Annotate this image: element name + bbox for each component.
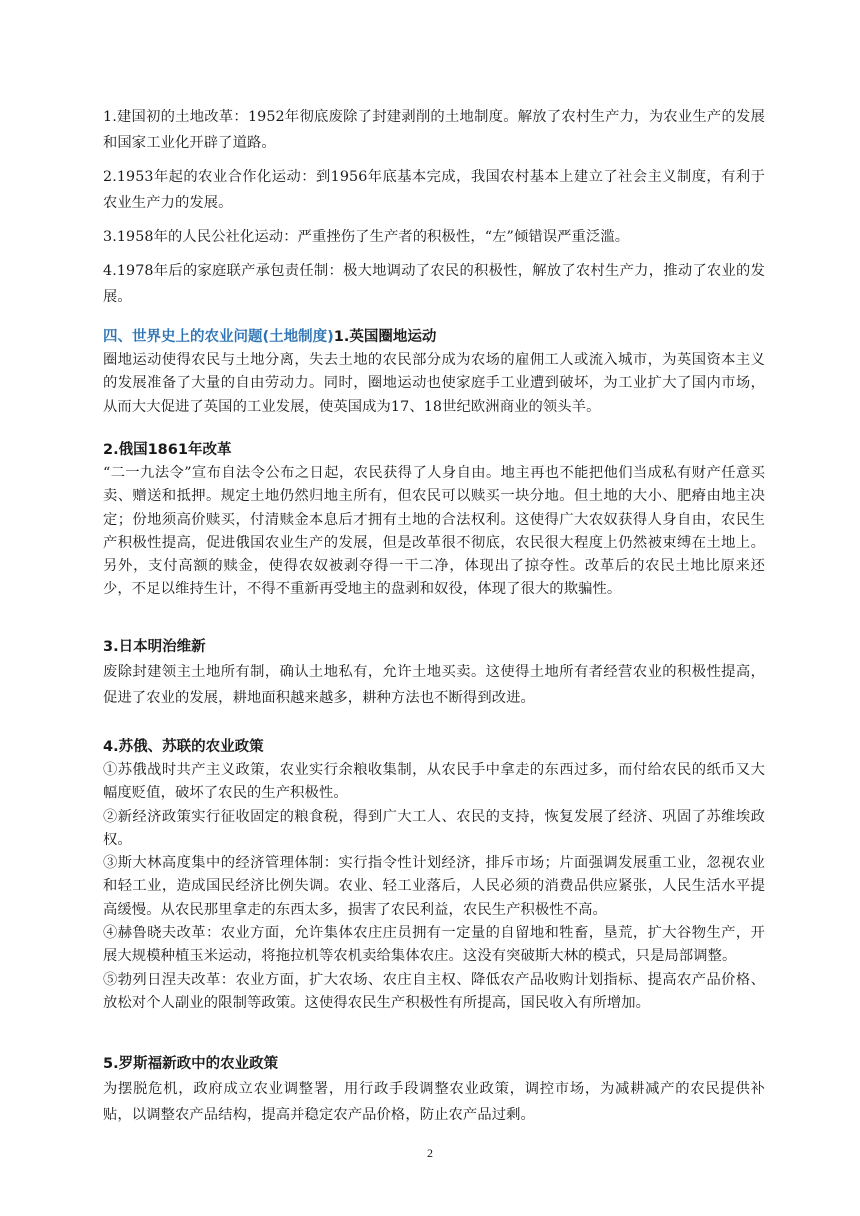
soviet-policy-item-4: ④赫鲁晓夫改革：农业方面，允许集体农庄庄员拥有一定量的自留地和牲畜，垦荒，扩大谷物生产，开展大规模种植玉米运动，将拖拉机等农机卖给集体农庄。这没有突破斯大林的模式，只是局部调整。 bbox=[103, 925, 765, 965]
page-number: 2 bbox=[427, 1146, 433, 1160]
japan-meiji-title: 3.日本明治维新 bbox=[103, 639, 206, 655]
russia-1861-body: “二一九法令”宣布自法令公布之日起，农民获得了人身自由。地主再也不能把他们当成私有财产任意买卖、赠送和抵押。规定土地仍然归地主所有，但农民可以赎买一块分地。但土地的大小、肥瘠由地主决定；份地须高价赎买，付清赎金本息后才拥有土地的合法权利。这使得广大农奴获得人身自由，农民生产积极性提高，促进俄国农业生产的发展，但是改革很不彻底，农民很大程度上仍然被束缚在土地上。另外，支付高额的赎金，使得农奴被剥夺得一干二净，体现出了掠夺性。改革后的农民土地比原来还少，不足以维持生计，不得不重新再受地主的盘剥和奴役，体现了很大的欺骗性。 bbox=[103, 465, 765, 598]
new-deal-body: 为摆脱危机，政府成立农业调整署，用行政手段调整农业政策，调控市场，为减耕减产的农民提供补贴，以调整农产品结构，提高并稳定农产品价格，防止农产品过剩。 bbox=[103, 1081, 765, 1123]
soviet-policy-item-2: ②新经济政策实行征收固定的粮食税，得到广大工人、农民的支持，恢复发展了经济、巩固了苏维埃政权。 bbox=[103, 808, 765, 848]
section-four-england bbox=[103, 325, 765, 419]
russia-1861-title: 2.俄国1861年改革 bbox=[103, 442, 232, 458]
china-item-1: 1.建国初的土地改革：1952年彻底废除了封建剥削的土地制度。解放了农村生产力，为农业生产的发展和国家工业化开辟了道路。 bbox=[103, 109, 765, 151]
soviet-policy-title: 4.苏俄、苏联的农业政策 bbox=[103, 739, 264, 755]
russia-1861-reform bbox=[103, 438, 765, 602]
china-land-reform-list bbox=[103, 104, 765, 310]
england-enclosure-body: 圈地运动使得农民与土地分离，失去土地的农民部分成为农场的雇佣工人或流入城市，为英国资本主义的发展准备了大量的自由劳动力。同时，圈地运动也使家庭手工业遭到破坏，为工业扩大了国内市场，从而大大促进了英国的工业发展，使英国成为17、18世纪欧洲商业的领头羊。 bbox=[103, 352, 765, 415]
soviet-agriculture-policy bbox=[103, 735, 765, 1015]
section-four-heading bbox=[103, 325, 765, 349]
china-item-4: 4.1978年后的家庭联产承包责任制：极大地调动了农民的积极性，解放了农村生产力，推动了农业的发展。 bbox=[103, 263, 765, 305]
england-enclosure-title: 1.英国圈地运动 bbox=[333, 329, 437, 345]
soviet-policy-item-3: ③斯大林高度集中的经济管理体制：实行指令性计划经济，排斥市场；片面强调发展重工业，忽视农业和轻工业，造成国民经济比例失调。农业、轻工业落后，人民必须的消费品供应紧张，人民生活水平提高缓慢。从农民那里拿走的东西太多，损害了农民利益，农民生产积极性不高。 bbox=[103, 855, 765, 918]
soviet-policy-item-5: ⑤勃列日涅夫改革：农业方面，扩大农场、农庄自主权、降低农产品收购计划指标、提高农产品价格、放松对个人副业的限制等政策。这使得农民生产积极性有所提高，国民收入有所增加。 bbox=[103, 971, 765, 1011]
roosevelt-new-deal bbox=[103, 1052, 765, 1128]
china-item-3: 3.1958年的人民公社化运动：严重挫伤了生产者的积极性，“左”倾错误严重泛滥。 bbox=[103, 229, 630, 245]
china-item-2: 2.1953年起的农业合作化运动：到1956年底基本完成，我国农村基本上建立了社会主义制度，有利于农业生产力的发展。 bbox=[103, 169, 765, 211]
soviet-policy-item-1: ①苏俄战时共产主义政策，农业实行余粮收集制，从农民手中拿走的东西过多，而付给农民的纸币又大幅度贬值，破坏了农民的生产积极性。 bbox=[103, 762, 765, 802]
section-four-title: 四、世界史上的农业问题(土地制度) bbox=[103, 329, 334, 345]
japan-meiji-body: 废除封建领主土地所有制，确认土地私有，允许土地买卖。这使得土地所有者经营农业的积极性提高，促进了农业的发展，耕地面积越来越多，耕种方法也不断得到改进。 bbox=[103, 664, 765, 706]
new-deal-title: 5.罗斯福新政中的农业政策 bbox=[103, 1056, 279, 1072]
japan-meiji-reform bbox=[103, 635, 765, 711]
